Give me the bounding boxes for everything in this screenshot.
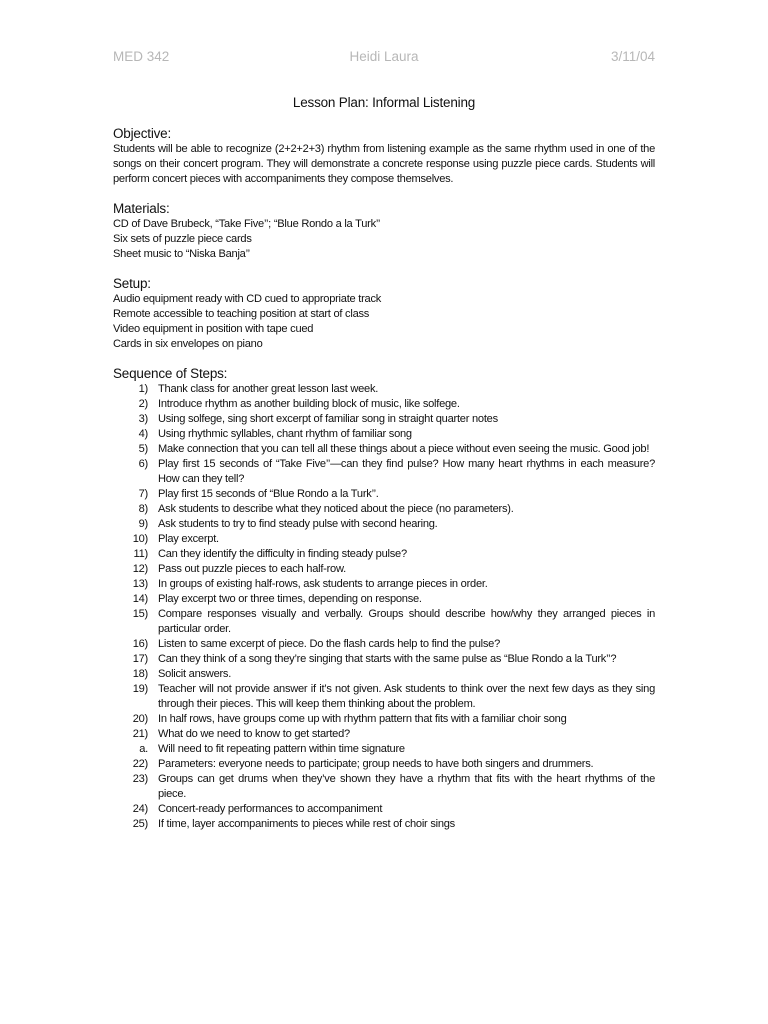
step-item [113,457,655,487]
step-number: 7) [138,488,148,500]
step-item [113,652,655,667]
step-number: 3) [138,413,148,425]
step-item [113,712,655,727]
step-number: 1) [138,383,148,395]
materials-heading: Materials: [113,201,170,216]
step-text: Groups can get drums when they’ve shown they have a rhythm that fits with the heart rhythms of the piece. [158,773,655,800]
step-item [113,727,655,742]
step-text: Using solfege, sing short excerpt of familiar song in straight quarter notes [158,413,498,425]
document-title: Lesson Plan: Informal Listening [292,95,476,110]
setup-item: Video equipment in position with tape cued [113,323,314,335]
step-item [113,667,655,682]
step-number: 6) [138,458,148,470]
step-text: Parameters: everyone needs to participate; group needs to have both singers and drummers. [158,758,594,770]
step-text: Can they identify the difficulty in finding steady pulse? [158,548,407,560]
step-item [113,817,655,832]
objective-text: Students will be able to recognize (2+2+2+3) rhythm from listening example as the same rhythm used in one of the songs on their concert program. They will demonstrate a concrete response using puzzle piece cards. Students will perform concert pieces with accompaniments they compose themselves. [113,143,655,185]
step-item [113,577,655,592]
step-number: 13) [132,578,148,590]
page-header [113,49,655,65]
document-body [113,94,655,832]
step-item [113,802,655,817]
step-number: 23) [132,773,148,785]
step-number: 20) [132,713,148,725]
step-item [113,562,655,577]
step-item [113,607,655,637]
step-number: 14) [132,593,148,605]
substep-number: a. [139,743,148,755]
step-text: Can they think of a song they’re singing that starts with the same pulse as “Blue Rondo a la Turk’’? [158,653,617,665]
setup-heading: Setup: [113,276,151,291]
materials-list [113,217,655,262]
step-text: If time, layer accompaniments to pieces while rest of choir sings [158,818,455,830]
setup-item: Remote accessible to teaching position at start of class [113,308,370,320]
step-item [113,382,655,397]
setup-list [113,292,655,352]
step-item [113,487,655,502]
step-item [113,427,655,442]
step-number: 8) [138,503,148,515]
step-number: 18) [132,668,148,680]
step-text: Teacher will not provide answer if it’s not given. Ask students to think over the next few days as they sing through their pieces. This will keep them thinking about the problem. [158,683,655,710]
step-text: Concert-ready performances to accompaniment [158,803,383,815]
substep-item [113,742,655,757]
step-text: Play excerpt two or three times, depending on response. [158,593,422,605]
header-course: MED 342 [113,49,170,64]
step-text: In half rows, have groups come up with rhythm pattern that fits with a familiar choir song [158,713,567,725]
materials-item: Six sets of puzzle piece cards [113,233,252,245]
step-text: Play first 15 seconds of “Blue Rondo a la Turk’’. [158,488,379,500]
step-text: Play excerpt. [158,533,219,545]
step-item [113,517,655,532]
step-number: 2) [138,398,148,410]
sequence-steps-list [113,382,655,832]
step-number: 12) [132,563,148,575]
step-number: 21) [132,728,148,740]
materials-item: CD of Dave Brubeck, “Take Five’’; “Blue Rondo a la Turk’’ [113,218,381,230]
step-number: 4) [138,428,148,440]
step-number: 9) [138,518,148,530]
step-item [113,397,655,412]
step-item [113,772,655,802]
step-text: Make connection that you can tell all these things about a piece without even seeing the music. Good job! [158,443,650,455]
step-number: 17) [132,653,148,665]
step-number: 25) [132,818,148,830]
step-number: 15) [132,608,148,620]
step-number: 5) [138,443,148,455]
step-item [113,502,655,517]
setup-item: Audio equipment ready with CD cued to appropriate track [113,293,382,305]
step-number: 24) [132,803,148,815]
step-item [113,682,655,712]
header-date: 3/11/04 [610,49,655,64]
sequence-heading: Sequence of Steps: [113,366,228,381]
header-author: Heidi Laura [349,49,419,64]
substep-text: Will need to fit repeating pattern within time signature [158,743,405,755]
step-text: In groups of existing half-rows, ask students to arrange pieces in order. [158,578,488,590]
step-text: Compare responses visually and verbally. Groups should describe how/why they arranged pieces in particular order. [158,608,655,635]
step-number: 22) [132,758,148,770]
step-text: Ask students to try to find steady pulse with second hearing. [158,518,438,530]
step-text: Introduce rhythm as another building block of music, like solfege. [158,398,460,410]
step-item [113,412,655,427]
step-item [113,637,655,652]
step-text: Pass out puzzle pieces to each half-row. [158,563,346,575]
step-item [113,592,655,607]
step-number: 10) [132,533,148,545]
step-number: 11) [133,548,148,560]
step-item [113,547,655,562]
step-text: Solicit answers. [158,668,232,680]
step-number: 19) [132,683,148,695]
step-text: Listen to same excerpt of piece. Do the flash cards help to find the pulse? [158,638,501,650]
step-text: Using rhythmic syllables, chant rhythm of familiar song [158,428,412,440]
objective-heading: Objective: [113,126,172,141]
step-number: 16) [132,638,148,650]
step-item [113,442,655,457]
step-item [113,757,655,772]
step-text: Play first 15 seconds of “Take Five’’—can they find pulse? How many heart rhythms in each measure? How can they tell? [158,458,655,485]
step-item [113,532,655,547]
setup-item: Cards in six envelopes on piano [113,338,263,350]
step-text: Thank class for another great lesson last week. [158,383,379,395]
step-text: Ask students to describe what they noticed about the piece (no parameters). [158,503,514,515]
materials-item: Sheet music to “Niska Banja’’ [113,248,250,260]
step-text: What do we need to know to get started? [158,728,350,740]
